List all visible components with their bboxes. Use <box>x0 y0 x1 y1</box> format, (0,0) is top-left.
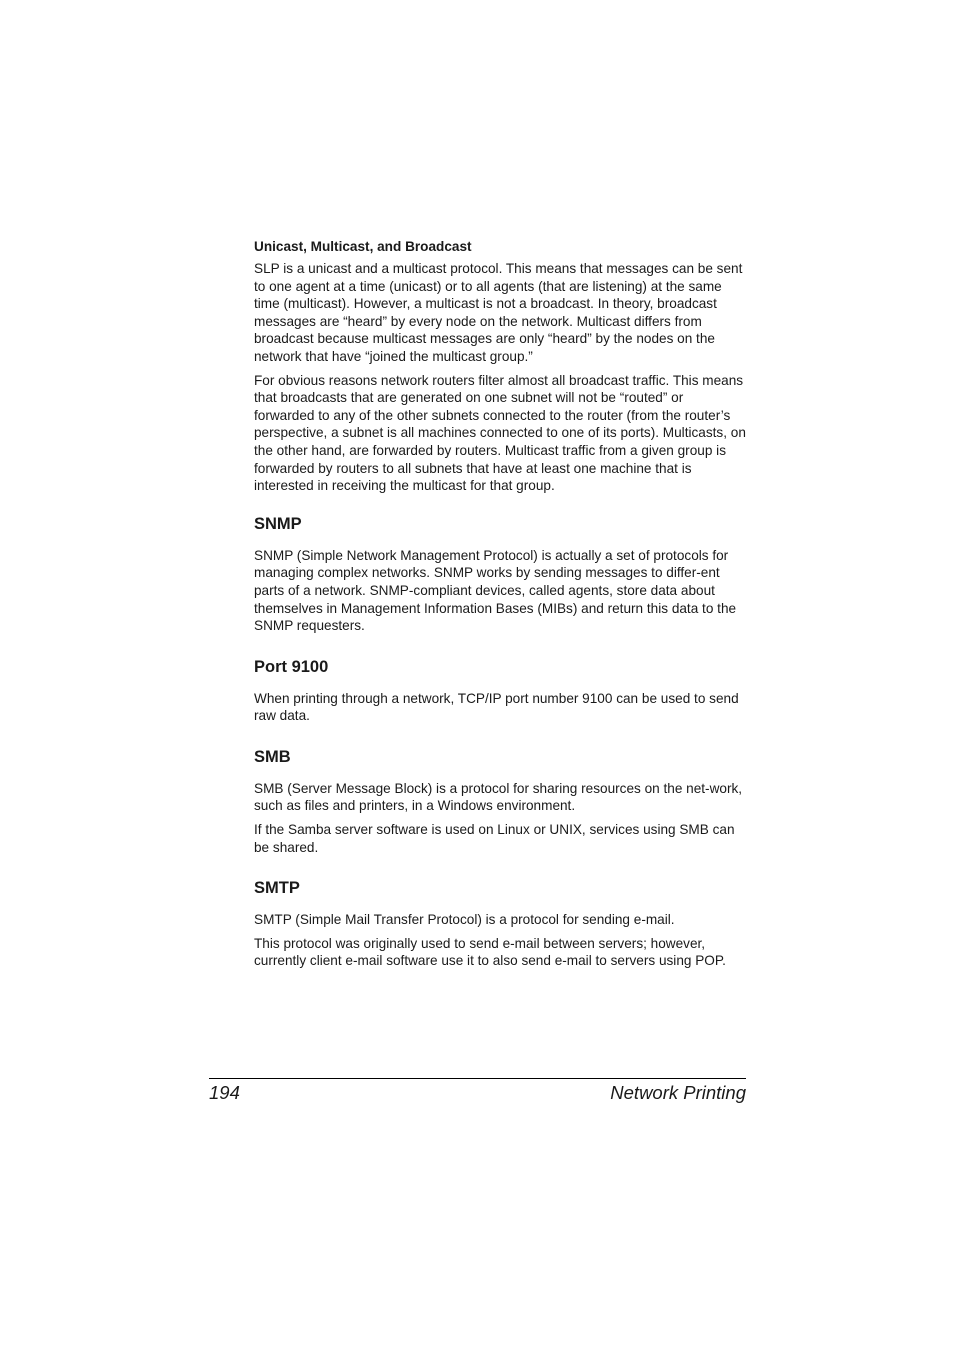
paragraph-smb-1: SMB (Server Message Block) is a protocol for sharing resources on the net-work, such as files and printers, in a Windows environment. <box>254 780 743 814</box>
section-heading-smtp: SMTP <box>254 879 300 898</box>
page-number: 194 <box>209 1082 240 1103</box>
page-footer <box>209 1078 746 1104</box>
paragraph-smtp-1: SMTP (Simple Mail Transfer Protocol) is a protocol for sending e-mail. <box>254 912 675 928</box>
paragraph-unicast-2: For obvious reasons network routers filter almost all broadcast traffic. This means that broadcasts that are generated on one subnet will not be “routed” or forwarded to any of the other subnets connected to the router (from the router’s perspective, a subnet is all machines connected to one of its ports). Multicasts, on the other hand, are forwarded by routers. Multicast traffic from a given group is forwarded by routers to all subnets that have at least one machine that is interested in receiving the multicast for that group. <box>254 372 746 494</box>
chapter-title: Network Printing <box>610 1082 746 1103</box>
subheading-unicast: Unicast, Multicast, and Broadcast <box>254 239 472 254</box>
paragraph-port-9100: When printing through a network, TCP/IP port number 9100 can be used to send raw data. <box>254 690 739 724</box>
paragraph-smb-2: If the Samba server software is used on Linux or UNIX, services using SMB can be shared. <box>254 822 735 855</box>
footer-row <box>209 1079 746 1104</box>
paragraph-snmp: SNMP (Simple Network Management Protocol) is actually a set of protocols for managing complex networks. SNMP works by sending messages to differ-ent parts of a network. SNMP-compliant devices, called agents, store data about themselves in Management Information Bases (MIBs) and return this data to the SNMP requesters. <box>254 547 737 634</box>
page-content <box>254 238 746 976</box>
paragraph-smtp-2: This protocol was originally used to send e-mail between servers; however, currently client e-mail software use it to also send e-mail to servers using POP. <box>254 935 726 969</box>
section-heading-port-9100: Port 9100 <box>254 657 329 676</box>
section-heading-snmp: SNMP <box>254 514 302 533</box>
paragraph-unicast-1: SLP is a unicast and a multicast protocol. This means that messages can be sent to one agent at a time (unicast) or to all agents (that are listening) at the same time (multicast). However, a multicast is not a broadcast. In theory, broadcast messages are “heard” by every node on the network. Multicast differs from broadcast because multicast messages are only “heard” by the nodes on the network that have “joined the multicast group.” <box>254 261 743 364</box>
section-heading-smb: SMB <box>254 747 291 766</box>
